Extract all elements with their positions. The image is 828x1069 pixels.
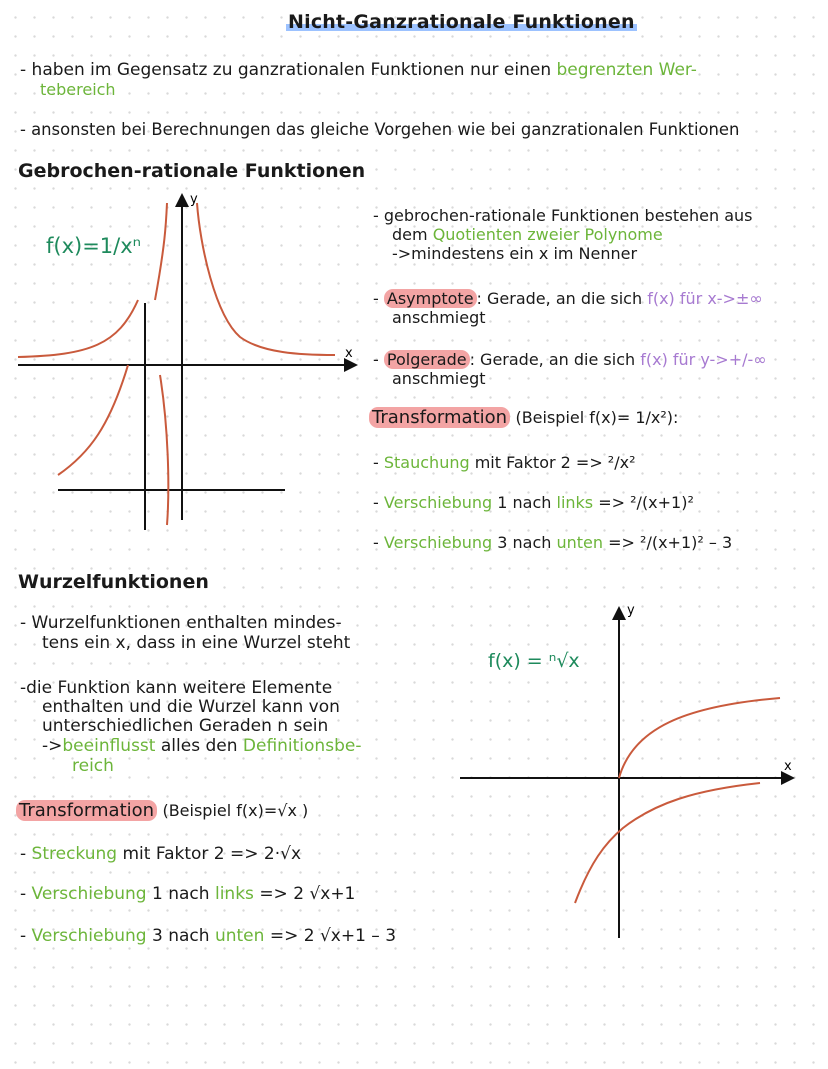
transformation-example-wurzel: (Beispiel f(x)=√x ) [162,801,309,820]
page-title: Nicht-Ganzrationale Funktionen [288,11,635,33]
asymptote-dash: - [373,289,379,308]
wurzel-trans-2-dir: links [214,884,254,904]
wurzel-bullet-2-l4-green2: Definitionsbe- [242,736,362,756]
gebrochen-trans-3-mid: 3 nach [497,533,552,552]
gebrochen-trans-1-term: Stauchung [383,453,470,472]
gebrochen-trans-3-dash: - [373,533,379,552]
gebrochen-trans-3-dir: unten [556,533,604,552]
wurzel-bullet-2-l2: enthalten und die Wurzel kann von [42,697,340,717]
gebrochen-trans-1 [373,453,636,472]
wurzel-bullet-2-l4-mid: alles den [160,736,238,756]
graph-hyperbola [0,185,360,535]
wurzel-trans-3-dash: - [20,926,27,946]
wurzel-trans-2-dash: - [20,884,27,904]
wurzel-bullet-1-l2: tens ein x, dass in eine Wurzel steht [42,633,351,653]
wurzel-trans-3-rest: => 2 √x+1 – 3 [269,926,397,946]
gebrochen-trans-3-rest: => ²/(x+1)² – 3 [608,533,733,552]
wurzel-trans-2-rest: => 2 √x+1 [259,884,356,904]
polgerade-line-2: anschmiegt [392,369,486,388]
transformation-term-wurzel: Transformation [16,800,157,821]
wurzel-bullet-2-l5: reich [72,756,114,776]
wurzel-bullet-1-l1: - Wurzelfunktionen enthalten mindes- [20,613,342,633]
polgerade-term: Polgerade [384,350,470,369]
gebrochen-trans-2-dash: - [373,493,379,512]
wurzel-trans-3-mid: 3 nach [152,926,210,946]
intro-bullet-1-cont: tebereich [40,80,116,99]
axis-x-label-gebrochen: x [345,346,353,361]
axis-y-label-gebrochen: y [190,192,198,207]
gebrochen-trans-2-rest: => ²/(x+1)² [598,493,694,512]
transformation-term-gebrochen: Transformation [369,407,510,428]
polgerade-dash: - [373,350,379,369]
gebrochen-bullet-1-l2-green: Quotienten zweier Polynome [432,225,663,244]
wurzel-trans-2 [20,885,355,904]
transformation-wurzel [16,801,308,821]
axis-x-label-wurzel: x [784,759,792,774]
asymptote-line [373,289,763,308]
wurzel-trans-1 [20,845,301,864]
graph-root [455,598,805,938]
formula-wurzel: f(x) = ⁿ√x [488,650,580,672]
wurzel-trans-2-mid: 1 nach [152,884,210,904]
intro-bullet-1-text: - haben im Gegensatz zu ganzrationalen Funktionen nur einen [20,60,552,80]
gebrochen-trans-2 [373,493,694,512]
wurzel-trans-3 [20,927,396,946]
gebrochen-bullet-1-l3: ->mindestens ein x im Nenner [392,244,638,263]
formula-gebrochen: f(x)=1/xⁿ [46,234,142,258]
intro-bullet-1 [20,61,697,80]
gebrochen-trans-2-term: Verschiebung [383,493,493,512]
wurzel-bullet-2-l1: -die Funktion kann weitere Elemente [20,678,333,698]
wurzel-bullet-2-l4-arrow: -> [42,736,63,756]
wurzel-trans-1-rest: mit Faktor 2 => 2·√x [122,844,302,864]
asymptote-text: : Gerade, an die sich [476,289,643,308]
gebrochen-bullet-1-l2 [392,225,663,244]
wurzel-trans-1-dash: - [20,844,27,864]
intro-bullet-1-highlight: begrenzten Wer- [556,60,697,80]
wurzel-trans-3-term: Verschiebung [31,926,147,946]
gebrochen-trans-3 [373,533,732,552]
gebrochen-bullet-1-l1: - gebrochen-rationale Funktionen bestehen aus [373,206,753,225]
polgerade-condition: f(x) für y->+/-∞ [640,350,767,369]
wurzel-trans-1-term: Streckung [31,844,118,864]
transformation-gebrochen [369,408,678,428]
gebrochen-trans-1-rest: mit Faktor 2 => ²/x² [474,453,636,472]
gebrochen-trans-2-dir: links [556,493,594,512]
wurzel-bullet-2-l4-green: beeinflusst [62,736,156,756]
gebrochen-bullet-1-l2-text: dem [392,225,428,244]
gebrochen-trans-1-dash: - [373,453,379,472]
polgerade-text: : Gerade, an die sich [469,350,636,369]
axis-y-label-wurzel: y [627,603,635,618]
polgerade-line [373,350,767,369]
section-heading-gebrochen: Gebrochen-rationale Funktionen [18,160,366,182]
intro-bullet-2: - ansonsten bei Berechnungen das gleiche Vorgehen wie bei ganzrationalen Funktionen [20,120,740,139]
gebrochen-trans-3-term: Verschiebung [383,533,493,552]
section-heading-wurzel: Wurzelfunktionen [18,571,209,593]
asymptote-term: Asymptote [384,289,477,308]
asymptote-condition: f(x) für x->±∞ [647,289,763,308]
asymptote-line-2: anschmiegt [392,308,486,327]
wurzel-trans-2-term: Verschiebung [31,884,147,904]
gebrochen-trans-2-mid: 1 nach [497,493,552,512]
wurzel-trans-3-dir: unten [214,926,265,946]
transformation-example-gebrochen: (Beispiel f(x)= 1/x²): [515,408,679,427]
wurzel-bullet-2-l3: unterschiedlichen Geraden n sein [42,716,329,736]
wurzel-bullet-2-l4 [42,737,361,756]
